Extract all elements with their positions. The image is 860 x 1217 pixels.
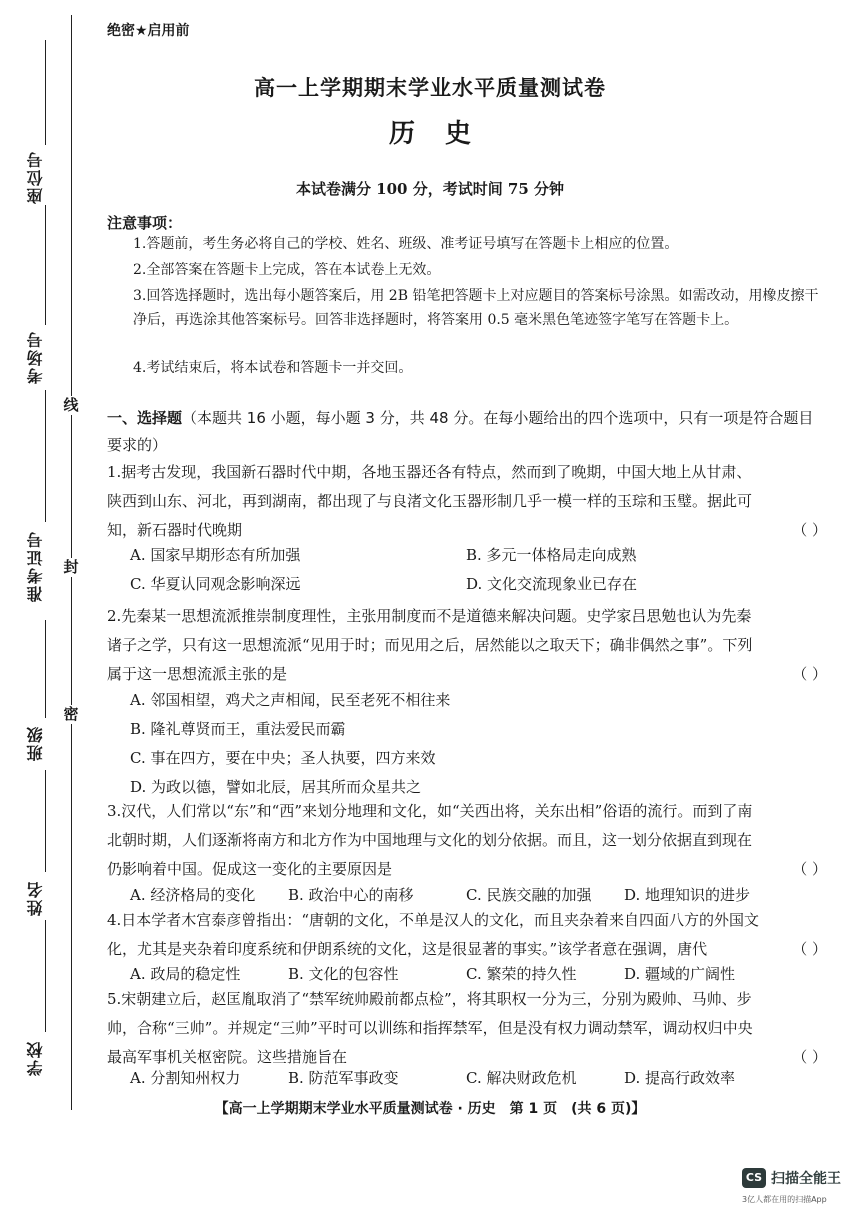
question-2 <box>107 602 827 689</box>
notice-item: 2.全部答案在答题卡上完成，答在本试卷上无效。 <box>133 262 441 278</box>
option-b: B. 政治中心的南移 <box>288 886 414 904</box>
exam-room-label: 考场号 <box>26 330 45 384</box>
question-stem: 4.日本学者木宫泰彦曾指出：“唐朝的文化，不单是汉人的文化，而且夹杂着来自四面八方的外国文化，尤其是夹杂着印度系统和伊朗系统的文化，这是很显著的事实。”该学者意在强调，唐代 <box>107 911 759 958</box>
question-4 <box>107 906 827 964</box>
page-footer: 【高一上学期期末学业水平质量测试卷 · 历史 第 1 页 (共 6 页)】 <box>214 1101 646 1117</box>
option-c: C. 民族交融的加强 <box>466 886 592 904</box>
name-underline <box>45 770 46 872</box>
exam-title: 高一上学期期末学业水平质量测试卷 <box>254 76 606 100</box>
class-field[interactable] <box>24 725 44 761</box>
question-stem: 3.汉代，人们常以“东”和“西”来划分地理和文化，如“关西出将，关东出相”俗语的流行。而到了南北朝时期，人们逐渐将南方和北方作为中国地理与文化的划分依据。而且，这一划分依据直到现在仍影响着中国。促成这一变化的主要原因是 <box>107 802 753 878</box>
question-stem: 1.据考古发现，我国新石器时代中期，各地玉器还各有特点，然而到了晚期，中国大地上从甘肃、陕西到山东、河北，再到湖南，都出现了与良渚文化玉器形制几乎一模一样的玉琮和玉璧。据此可知，新石器时代晚期 <box>107 463 753 539</box>
option-a: A. 政局的稳定性 <box>130 965 241 983</box>
question-1 <box>107 458 827 545</box>
section-description: （本题共 16 小题，每小题 3 分，共 48 分。在每小题给出的四个选项中，只有一项是符合题目要求的） <box>107 409 814 454</box>
seat-number-label: 座位号 <box>26 150 45 204</box>
option-a: A. 分割知州权力 <box>130 1069 241 1087</box>
school-field[interactable] <box>24 1040 44 1076</box>
seal-mark-seal: 封 <box>63 558 79 576</box>
admission-number-label: 准考证号 <box>26 530 45 602</box>
option-c: C. 繁荣的持久性 <box>466 965 577 983</box>
section-title: 一、选择题 <box>107 409 183 427</box>
notice-item: 3.回答选择题时，选出每小题答案后，用 2B 铅笔把答题卡上对应题目的答案标号涂黑。如需改动，用橡皮擦干净后，再选涂其他答案标号。回答非选择题时，将答案用 0.5 毫米黑色笔迹签字笔写在答题卡上。 <box>133 288 819 328</box>
option-a: A. 经济格局的变化 <box>130 886 256 904</box>
option-d: D. 地理知识的进步 <box>624 886 751 904</box>
question-stem: 5.宋朝建立后，赵匡胤取消了“禁军统帅殿前都点检”，将其职权一分为三，分别为殿帅、马帅、步帅，合称“三帅”。并规定“三帅”平时可以训练和指挥禁军，但是没有权力调动禁军，调动权归中央最高军事机关枢密院。这些措施旨在 <box>107 990 753 1066</box>
answer-blank: （ ） <box>792 665 827 683</box>
option-d: D. 文化交流现象业已存在 <box>466 575 638 593</box>
answer-blank: （ ） <box>792 940 827 958</box>
admission-number-underline <box>45 390 46 522</box>
notice-item: 1.答题前，考生务必将自己的学校、姓名、班级、准考证号填写在答题卡上相应的位置。 <box>133 236 679 252</box>
school-underline <box>45 920 46 1032</box>
class-label: 班级 <box>26 725 45 761</box>
option-c: C. 解决财政危机 <box>466 1069 577 1087</box>
option-a: A. 邻国相望，鸡犬之声相闻，民至老死不相往来 <box>130 691 451 709</box>
notice-heading: 注意事项： <box>107 214 183 232</box>
option-b: B. 防范军事政变 <box>288 1069 399 1087</box>
camscanner-tagline: 3亿人都在用的扫描App <box>742 1195 827 1204</box>
notice-item: 4.考试结束后，将本试卷和答题卡一并交回。 <box>133 360 413 376</box>
option-a: A. 国家早期形态有所加强 <box>130 546 301 564</box>
question-stem: 2.先秦某一思想流派推崇制度理性，主张用制度而不是道德来解决问题。史学家吕思勉也认为先秦诸子之学，只有这一思想流派“见用于时；而见用之后，居然能以之取天下；确非偶然之事”。下列属于这一思想流派主张的是 <box>107 607 753 683</box>
admission-number-field[interactable] <box>24 530 44 602</box>
question-3 <box>107 797 827 884</box>
school-label: 学校 <box>26 1040 45 1076</box>
camscanner-name: 扫描全能王 <box>771 1171 841 1187</box>
exam-room-underline <box>45 205 46 325</box>
score-time-line: 本试卷满分 100 分，考试时间 75 分钟 <box>295 180 565 198</box>
name-field[interactable] <box>24 880 44 916</box>
section-heading <box>107 405 827 459</box>
answer-blank: （ ） <box>792 860 827 878</box>
option-b: B. 文化的包容性 <box>288 965 399 983</box>
option-d: D. 疆域的广阔性 <box>624 965 736 983</box>
option-c: C. 华夏认同观念影响深远 <box>130 575 301 593</box>
subject-title: 历史 <box>388 119 501 149</box>
option-b: B. 隆礼尊贤而王，重法爱民而霸 <box>130 720 346 738</box>
class-underline <box>45 620 46 718</box>
seal-mark-secret: 密 <box>63 705 79 723</box>
confidential-label: 绝密★启用前 <box>107 23 190 39</box>
option-b: B. 多元一体格局走向成熟 <box>466 546 637 564</box>
camscanner-logo-icon: CS <box>742 1168 766 1188</box>
option-c: C. 事在四方，要在中央；圣人执要，四方来效 <box>130 749 436 767</box>
seal-mark-line: 线 <box>63 396 79 414</box>
exam-room-field[interactable] <box>24 330 44 384</box>
option-d: D. 为政以德，譬如北辰，居其所而众星共之 <box>130 778 422 796</box>
answer-blank: （ ） <box>792 521 827 539</box>
name-label: 姓名 <box>26 880 45 916</box>
answer-blank: （ ） <box>792 1048 827 1066</box>
question-5 <box>107 985 827 1072</box>
option-d: D. 提高行政效率 <box>624 1069 736 1087</box>
